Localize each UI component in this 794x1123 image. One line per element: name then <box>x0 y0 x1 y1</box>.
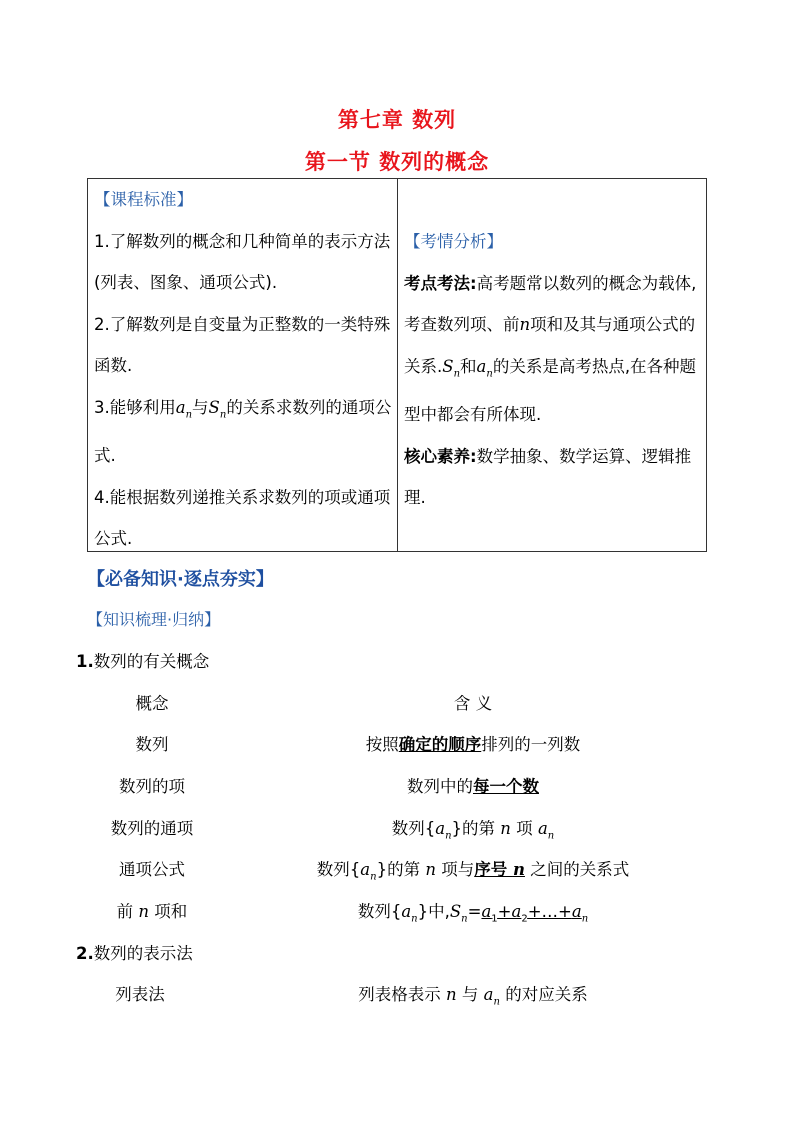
concept-row-term: 数列的项 <box>119 777 185 796</box>
concept-row-meaning: 数列$\{a_n\}$中$,S_n=a_1+a_2+\dots+a_n$ <box>357 902 589 925</box>
concept-row-meaning: 数列$\{a_n\}$的第 n 项与序号 n 之间的关系式 <box>316 860 630 883</box>
standard-item-2: 2.了解数列是自变量为正整数的一类特殊函数. <box>94 314 391 375</box>
concept-header-term: 概念 <box>135 694 169 713</box>
course-standards-cell <box>94 179 394 560</box>
exam-analysis-paragraph-2 <box>404 436 704 519</box>
concept-row-term: 通项公式 <box>119 860 185 879</box>
exam-analysis-cell <box>404 221 704 519</box>
item1-title: 1.数列的有关概念 <box>76 652 210 671</box>
chapter-title: 第七章 数列 <box>337 108 457 132</box>
representation-row-term: 列表法 <box>115 985 165 1004</box>
section-title: 第一节 数列的概念 <box>304 150 490 174</box>
exam-analysis-text-2: 数学抽象、数学运算、逻辑推理. <box>404 446 692 508</box>
exam-analysis-label-2: 核心素养: <box>404 446 477 466</box>
exam-analysis-paragraph-1: 考点考法:高考题常以数列的概念为载体,考查数列项、前n项和及其与通项公式的关系$.S_n$和$a_n$的关系是高考热点,在各种题型中都会有所体现. <box>404 273 697 425</box>
item2-title: 2.数列的表示法 <box>76 944 193 963</box>
concept-row-meaning: 数列中的每一个数 <box>407 777 539 796</box>
knowledge-summary-heading: 【知识梳理·归纳】 <box>87 610 221 629</box>
standard-item-3: 3.能够利用$a_n$与$S_n$的关系求数列的通项公式. <box>94 397 392 466</box>
concept-header-meaning: 含 义 <box>453 694 493 713</box>
representation-row-meaning: 列表格表示 n 与 $a_n$ 的对应关系 <box>358 985 588 1008</box>
exam-analysis-heading: 【考情分析】 <box>404 232 503 251</box>
standards-table <box>87 178 707 552</box>
exam-analysis-label-1: 考点考法: <box>404 273 477 293</box>
essential-knowledge-heading: 【必备知识·逐点夯实】 <box>87 569 274 590</box>
table-divider <box>397 179 398 551</box>
concept-row-term: 数列 <box>135 735 169 754</box>
concept-row-meaning: 数列$\{a_n\}$的第 n 项 $a_n$ <box>391 819 555 842</box>
standard-item-4: 4.能根据数列递推关系求数列的项或通项公式. <box>94 487 391 549</box>
concept-row-term: 数列的通项 <box>110 819 194 838</box>
concept-row-meaning: 按照确定的顺序排列的一列数 <box>365 735 581 754</box>
concept-row-term: 前 n 项和 <box>116 902 188 921</box>
course-standards-heading: 【课程标准】 <box>94 190 193 209</box>
standard-item-1: 1.了解数列的概念和几种简单的表示方法(列表、图象、通项公式). <box>94 231 391 292</box>
